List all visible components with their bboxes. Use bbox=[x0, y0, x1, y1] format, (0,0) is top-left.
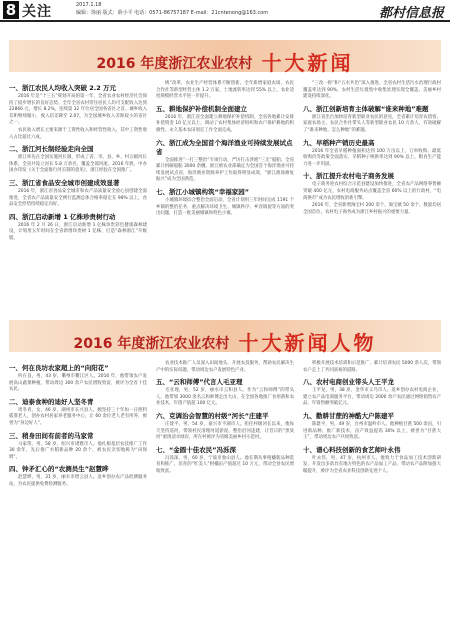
article bbox=[303, 361, 441, 374]
article-headline: 六、浙江成为全国首个海洋渔业可持续发展试点省 bbox=[156, 138, 293, 156]
article-headline: 九、早稻种产销历史最高 bbox=[303, 138, 375, 147]
banner-highlight: 十大新闻 bbox=[261, 51, 354, 75]
article-paragraph: 2016 年，浙江省全面建立耕地保护补偿机制，全省各地累计安排补偿资金 10 亿元以上，调动了农村集体经济组织和农户保护耕地的积极性。永久基本农田划定工作全面完成。 bbox=[156, 114, 294, 133]
article bbox=[9, 364, 147, 394]
article-paragraph: 浙江省出台加快培育新型职业农民的意见，全省累计培育农创客、家庭农场主、农民合作社带头人等新型职业农民 10 万余人，有效破解了“谁来种地、怎么种地”的难题。 bbox=[303, 114, 441, 133]
article-paragraph: 赵慧晔，男，31 岁，丽水市缙云县人。返乡创办农产品检测服务站，为农民提供免费检测服务。 bbox=[9, 475, 147, 487]
article bbox=[156, 446, 294, 476]
article-paragraph: 2016 年 2 月 26 日，浙江启动新增 1 亿株珍贵彩色健康森林建设，计划用五年时间在全省新增珍贵树 1 亿株，打造“森林浙江”升级版。 bbox=[9, 222, 147, 241]
banner-year-label: 2016 年度浙江农业农村 bbox=[73, 336, 230, 352]
article-headline: 四、浙江启动新增 1 亿株珍贵树行动 bbox=[9, 212, 116, 221]
article-headline: 六、克调治会智慧的村级“河长”庄建平 bbox=[156, 411, 269, 420]
article bbox=[303, 172, 441, 216]
banner-year-label: 2016 年度浙江农业农村 bbox=[96, 56, 253, 72]
article-paragraph: 陈建平，男，49 岁，台州市温岭市人。他种植甘蔗 500 余亩，引进新品种、推广新技术，亩产效益提高 30% 以上，被誉为“甘蔗大王”，带动周边农户共同致富。 bbox=[303, 421, 441, 441]
newspaper-name: 都村信息报 bbox=[378, 6, 444, 21]
article bbox=[9, 179, 147, 209]
article bbox=[303, 81, 441, 101]
masthead bbox=[0, 0, 450, 22]
article-headline: 八、浙江创新培育主体破解“谁来种地”难题 bbox=[303, 104, 429, 113]
people-column-left bbox=[9, 360, 147, 489]
article-paragraph: 农民收入增长主要来源于工资性收入和经营性收入，其中工资性收入占比超过六成。 bbox=[9, 127, 147, 140]
article-headline: 七、浙江小城镇构筑“幸福家园” bbox=[156, 187, 250, 196]
article-headline: 二、迪泰食种的迪好人坚冬青 bbox=[9, 397, 94, 406]
article bbox=[303, 412, 441, 442]
article-headline: 九、勤耕甘蔗的神酷大户陈建平 bbox=[303, 411, 394, 420]
article bbox=[156, 139, 294, 184]
people-column-right bbox=[303, 360, 441, 476]
article bbox=[156, 105, 294, 135]
article-paragraph: 庄建平，男，54 岁，嘉兴市平湖市人。担任村级河长以来，他每天坚持巡河，带领村民清理河道淤泥、整治沿河违建，让昔日的“黑臭河”重现清水绿岸，所在村被评为省级美丽乡村示范村。 bbox=[156, 421, 294, 441]
article-paragraph: 马家常，男，58 岁，绍兴市诸暨市人。他扎根基层农技推广工作 30 余年，先后推广水稻新品种 20 余个，被农民亲切地称为“田保姆”。 bbox=[9, 441, 147, 460]
article-headline: 十、浙江提升农村电子商务发展 bbox=[303, 172, 394, 181]
issue-date: 2017.1.18 bbox=[76, 2, 102, 8]
article bbox=[9, 145, 147, 175]
article bbox=[303, 105, 441, 135]
article bbox=[156, 378, 294, 408]
article-paragraph: 2016 年，浙江省食品安全城市和农产品质量安全放心县创建全面推进，全省农产品质量安全例行监测总体合格率稳定在 98% 以上，食品安全形势持续稳定向好。 bbox=[9, 188, 147, 208]
top-ten-people-banner bbox=[9, 320, 441, 355]
article-paragraph: 毛亚理，男，52 岁，丽水市云和县人。作为“云和师傅”的带头人，他带领 3000 余名云和师傅走出大山，在全国各地推广食用菌和农业技术，年创产值超 100 亿元。 bbox=[156, 388, 294, 407]
article-headline: 八、农村电商创业带头人王平龙 bbox=[303, 378, 394, 387]
people-column-middle bbox=[156, 360, 294, 476]
article-headline: 四、钟矛汇心的“农测员生”赵慧晔 bbox=[9, 465, 109, 474]
article-headline: 一、浙江农民人均收入突破 2.2 万元 bbox=[9, 84, 117, 92]
article-headline: 三、浙江省食品安全城市创建成效显著 bbox=[9, 178, 120, 187]
editor-contact-line: 编辑：徐丽 版式：薛小平 电话：0571-86757187 E-mail：21cntenong@163.com bbox=[76, 10, 269, 16]
article bbox=[303, 446, 441, 476]
article-paragraph: 积极开展技术培训和示范推广，累计培训农民 5000 余人次，带领农户走上了共同富裕的道路。 bbox=[303, 361, 441, 373]
article-paragraph: 2016 年全省早稻种植面积达到 100 万亩以上，订单收购、最低收购价等政策全面落实，早稻种子统供率达到 90% 以上，粮食生产能力进一步巩固。 bbox=[303, 148, 441, 167]
article bbox=[9, 465, 147, 488]
article-paragraph: 2016 年，全省新增淘宝村 200 余个、淘宝镇 50 余个，数量均居全国首位，农村电子商务成为浙江乡村振兴的重要力量。 bbox=[303, 203, 441, 215]
article bbox=[156, 361, 294, 374]
article bbox=[303, 378, 441, 408]
article-headline: 五、耕地保护补偿机制全面建立 bbox=[156, 104, 247, 113]
article bbox=[9, 398, 147, 428]
article-paragraph: 农业技术推广人员深入田间地头，开展农技服务，帮助农民解决生产中的实际问题，带动周边农户发展特色产业。 bbox=[156, 361, 294, 373]
article bbox=[9, 213, 147, 243]
article-headline: 十、谱心料技创新的食艺师叶永伟 bbox=[303, 445, 401, 454]
article-paragraph: 浙江率先在全国实施河长制，形成了省、市、县、乡、村五级河长体系，全省共设立河长 5.8 万余名，覆盖全部河流。2016 年底，中办国办印发《关于全面推行河长制的意见》，浙江经验在全国推广。 bbox=[9, 155, 147, 174]
banner-highlight: 十大新闻人物 bbox=[238, 331, 377, 355]
article bbox=[9, 432, 147, 462]
article-paragraph: 2016 年是“十三五”规划开局的第一年，全省农业农村经济社会保持了稳步增长的良好态势。全年全省农村常住居民人均可支配收入达到 22866 元，增长 8.2%，连续第 32 年位居全国各省区之首。城乡收入差距继续缩小，收入倍差降至 2.07，为全国城乡收入差距较小的省区之一。 bbox=[9, 94, 147, 126]
article-headline: 五、“云和师傅”代言人毛亚理 bbox=[156, 378, 243, 387]
article-headline: 三、稍身田间有前者的马家常 bbox=[9, 431, 94, 440]
article-paragraph: 王平龙，男，38 岁，金华市义乌市人。返乡创办农村电商企业，建立农产品电商服务平台，带动周边 2000 余户农民通过网络销售农产品，年销售额突破亿元。 bbox=[303, 388, 441, 407]
article-paragraph: 冯泺深，男，60 岁，宁波市象山县人。他长期从事柑橘新品种选育和推广，培育的“红美人”柑橘亩产值超过 10 万元，带动全县农民增收致富。 bbox=[156, 455, 294, 474]
news-column-right bbox=[303, 80, 441, 216]
article bbox=[156, 81, 294, 101]
page-number: 8 bbox=[3, 1, 19, 19]
article-headline: 一、何在良坊农家超上的“向阳花” bbox=[9, 364, 109, 372]
article-paragraph: 全面推进“一打三整治”专项行动，严厉打击涉渔“三无”船舶，全省累计拆解船舶 3000 余艘。浙江被农业部确定为全国首个海洋渔业可持续发展试点省，海洋渔业资源养护工作取得明显成效，“浙江渔场修复振兴”成为全国典范。 bbox=[156, 157, 294, 183]
top-ten-news-banner bbox=[9, 40, 441, 75]
article-headline: 二、浙江河长制经验走向全国 bbox=[9, 145, 94, 154]
article-paragraph: 周冬青，女，46 岁，湖州市长兴县人。她坚持三十年如一日照料孤寡老人，创办农村居家养老服务中心，让 60 余位老人老有所养，被誉为“身边好人”。 bbox=[9, 407, 147, 426]
article bbox=[9, 84, 147, 141]
article-paragraph: 统”改革，农业生产经营体系不断创新。全年新增家庭农场、农民合作社等新型经营主体 1.2 万家，土地流转率达到 55% 以上，农业适度规模经营水平进一步提升。 bbox=[156, 81, 294, 100]
news-column-left bbox=[9, 80, 147, 243]
article-paragraph: 电子商务进农村综合示范县建设加快推进，全省农产品网络零售额突破 400 亿元，农村电商服务站点覆盖全省 60% 以上的行政村，“电商换市”成为农民增收的新引擎。 bbox=[303, 182, 441, 201]
article bbox=[303, 139, 441, 169]
article-paragraph: 何在良，男，43 岁，衢州市衢江区人。2016 年，他带领农户发展高山蔬菜种植，带动周边 300 余户农民增收致富，被评为全省十佳农民。 bbox=[9, 374, 147, 393]
article-headline: 七、“金圆十佳农民”冯泺深 bbox=[156, 445, 237, 454]
article bbox=[156, 412, 294, 442]
article bbox=[156, 188, 294, 218]
news-column-middle bbox=[156, 80, 294, 218]
article-paragraph: “三改一拆”和“五水共治”深入推进，全省农村生活污水治理行政村覆盖率达到 90%，农村生活垃圾集中收集处理实现全覆盖，美丽乡村建设持续深化。 bbox=[303, 81, 441, 100]
article-paragraph: 小城镇环境综合整治全面启动，全省计划用三年时间完成 1191 个乡镇的整治任务，重点解决环境卫生、城镇秩序、乡容镇貌等方面的突出问题，打造一批美丽城镇和特色小镇。 bbox=[156, 197, 294, 217]
section-name: 关注 bbox=[22, 4, 52, 20]
article-paragraph: 叶永伟，男，47 岁，杭州市人。他致力于食品加工技术创新研发，开发出多款具有地方特色的农产品加工产品，带动农产品附加值大幅提升，被评为全省农业科技创新先进个人。 bbox=[303, 455, 441, 474]
